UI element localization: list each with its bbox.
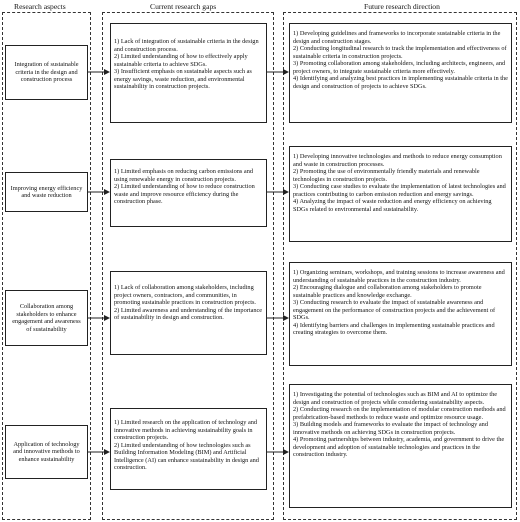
direction-item: 1) Investigating the potential of technologies such as BIM and AI to optimize the design and construction of projects while considering sustainability aspects.	[293, 391, 498, 406]
gap-item: 1) Lack of integration of sustainable criteria in the design and construction process.	[114, 38, 259, 53]
aspect-label-2: Improving energy efficiency and waste reduction	[10, 184, 83, 199]
direction-item: 2) Encouraging dialogue and collaboration among stakeholders to promote sustainable practices and knowledge exchange.	[293, 284, 482, 299]
gap-item: 1) Lack of collaboration among stakeholders, including project owners, contractors, and communities, in promoting sustainable practices in construction projects.	[114, 284, 256, 306]
direction-item: 4) Identifying barriers and challenges in implementing sustainable practices and creating strategies to overcome them.	[293, 321, 495, 336]
direction-item: 1) Organizing seminars, workshops, and training sessions to increase awareness and understanding of sustainable practices in the construction industry.	[293, 269, 505, 284]
gap-item: 1) Limited research on the application of technology and innovative methods in achieving sustainability goals in construction projects.	[114, 419, 258, 441]
direction-item: 3) Promoting collaboration among stakeholders, including architects, engineers, and project owners, to integrate sustainable criteria more effectively.	[293, 60, 506, 75]
direction-item: 1) Developing guidelines and frameworks to incorporate sustainable criteria in the design and construction stages.	[293, 30, 501, 45]
direction-item: 4) Analyzing the impact of waste reduction and energy efficiency on achieving SDGs related to environmental and sustainability.	[293, 198, 492, 213]
gap-item: 2) Limited awareness and understanding of the importance of sustainability in design and construction.	[114, 306, 263, 321]
gaps-header: Current research gaps	[150, 2, 217, 11]
gap-item: 1) Limited emphasis on reducing carbon emissions and using renewable energy in construction projects.	[114, 168, 254, 183]
direction-item: 1) Developing innovative technologies and methods to reduce energy consumption and waste in construction processes.	[293, 153, 502, 168]
direction-item: 2) Conducting research on the implementation of modular construction methods and prefabrication-based methods to reduce waste and optimize resource usage.	[293, 406, 506, 421]
gap-item: 2) Limited understanding of how technologies such as Building Information Modeling (BIM) and Artificial Intelligence (AI) can enhance sustainability in design and construction.	[114, 441, 259, 471]
aspect-label-3: Collaboration among stakeholders to enhance engagement and awareness of sustainability	[12, 303, 81, 333]
gap-item: 2) Limited understanding of how to reduce construction waste and improve resource efficiency during the construction phase.	[114, 183, 255, 205]
directions-header: Future research direction	[364, 2, 440, 11]
direction-item: 3) Conducting case studies to evaluate the implementation of latest technologies and practices contributing to carbon emission reduction and energy savings.	[293, 183, 506, 198]
direction-item: 3) Building models and frameworks to evaluate the impact of technology and innovative methods on achieving SDGs in construction projects.	[293, 421, 488, 436]
direction-item: 4) Identifying and analyzing best practices in implementing sustainable criteria in the design and construction of projects to achieve SDGs.	[293, 75, 508, 90]
direction-item: 4) Promoting partnerships between industry, academia, and government to drive the development and adoption of sustainable technologies and practices in the construction industry.	[293, 436, 505, 458]
gap-item: 3) Insufficient emphasis on sustainable aspects such as energy savings, waste reduction, and environmental sustainability in construction projects.	[114, 68, 252, 90]
aspect-label-4: Application of technology and innovative methods to enhance sustainability	[13, 440, 80, 463]
aspect-label-1: Integration of sustainable criteria in the design and construction process	[14, 61, 79, 84]
direction-item: 2) Conducting longitudinal research to track the implementation and effectiveness of sustainable criteria in construction projects.	[293, 45, 507, 60]
aspects-header: Research aspects	[14, 2, 66, 11]
direction-item: 3) Conducting research to evaluate the impact of sustainable awareness and engagement on the performance of construction projects and the achievement of SDGs.	[293, 299, 496, 321]
gap-item: 2) Limited understanding of how to effectively apply sustainable criteria to achieve SDGs.	[114, 53, 248, 68]
direction-item: 2) Promoting the use of environmentally friendly materials and renewable technologies in construction projects.	[293, 168, 480, 183]
